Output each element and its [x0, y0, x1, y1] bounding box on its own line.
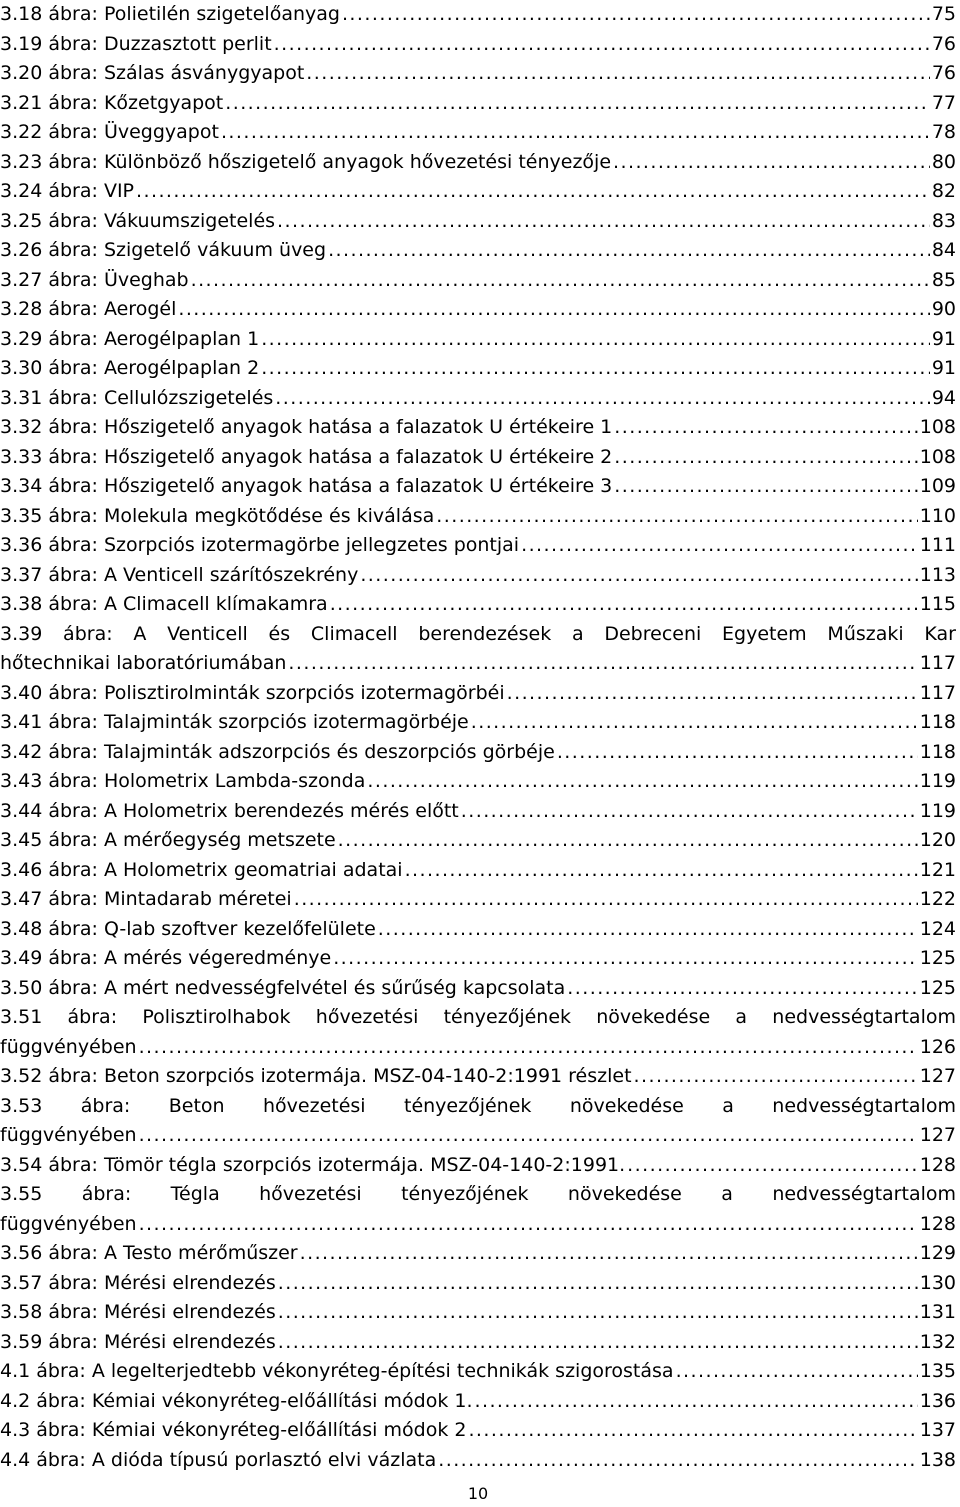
toc-entry-page: 128 — [919, 1153, 956, 1176]
toc-entry[interactable] — [0, 708, 956, 738]
dot-leader — [294, 885, 918, 915]
dot-leader — [360, 561, 917, 591]
toc-entry-page: 117 — [919, 681, 956, 704]
dot-leader — [136, 177, 930, 207]
toc-entry[interactable] — [0, 915, 956, 945]
toc-entry[interactable] — [0, 1328, 956, 1358]
dot-leader — [438, 1446, 918, 1476]
toc-entry-page: 111 — [919, 534, 956, 556]
toc-entry-page: 94 — [931, 386, 956, 409]
toc-entry[interactable] — [0, 1446, 956, 1476]
toc-entry[interactable] — [0, 384, 956, 414]
toc-entry[interactable] — [0, 590, 956, 620]
toc-entry-title: 3.22 ábra: Üveggyapot — [0, 121, 219, 143]
toc-entry[interactable] — [0, 826, 956, 856]
toc-entry-title: 3.23 ábra: Különböző hőszigetelő anyagok hővezetési tényezője — [0, 150, 612, 173]
dot-leader — [627, 1151, 918, 1181]
toc-entry-page: 118 — [919, 740, 956, 763]
toc-entry-title: 3.25 ábra: Vákuumszigetelés — [0, 209, 276, 232]
toc-entry[interactable] — [0, 1387, 956, 1417]
dot-leader — [405, 856, 918, 886]
dot-leader — [468, 1416, 917, 1446]
dot-leader — [475, 1387, 918, 1417]
toc-entry-title: 3.30 ábra: Aerogélpaplan 2 — [0, 357, 260, 379]
dot-leader — [261, 325, 930, 355]
toc-entry-title: 3.33 ábra: Hőszigetelő anyagok hatása a falazatok U értékeire 2 — [0, 445, 613, 468]
toc-entry-title: 3.20 ábra: Szálas ásványgyapot — [0, 62, 305, 84]
dot-leader — [333, 944, 918, 974]
toc-entry-title: 3.36 ábra: Szorpciós izotermagörbe jellegzetes pontjai — [0, 534, 520, 556]
dot-leader — [367, 767, 917, 797]
toc-entry-title: 3.52 ábra: Beton szorpciós izotermája. MSZ-04-140-2:1991 részlet — [0, 1065, 632, 1087]
toc-entry-title: 3.38 ábra: A Climacell klímakamra — [0, 593, 328, 615]
toc-entry[interactable] — [0, 413, 956, 443]
toc-entry-title: függvényében — [0, 1212, 137, 1235]
toc-entry-title: 3.24 ábra: VIP — [0, 180, 135, 202]
toc-entry-title: 3.28 ábra: Aerogél — [0, 298, 177, 320]
toc-entry-title: 3.34 ábra: Hőszigetelő anyagok hatása a falazatok U értékeire 3 — [0, 475, 613, 497]
toc-entry[interactable] — [0, 1210, 956, 1240]
toc-entry-first-line[interactable]: 3.55 ábra: Tégla hővezetési tényezőjének növekedése a nedvességtartalom — [0, 1183, 956, 1205]
toc-entry[interactable] — [0, 30, 956, 60]
toc-entry[interactable] — [0, 295, 956, 325]
toc-entry-title: 3.59 ábra: Mérési elrendezés — [0, 1330, 276, 1353]
toc-entry[interactable] — [0, 1062, 956, 1092]
toc-entry[interactable] — [0, 649, 956, 679]
toc-entry[interactable] — [0, 207, 956, 237]
dot-leader — [378, 915, 918, 945]
dot-leader — [436, 502, 917, 532]
toc-entry-title: 3.41 ábra: Talajminták szorpciós izotermagörbéje — [0, 711, 469, 733]
dot-leader — [178, 295, 929, 325]
dot-leader — [557, 738, 918, 768]
toc-entry-title: 3.47 ábra: Mintadarab méretei — [0, 888, 292, 910]
toc-entry-first-line[interactable]: 3.51 ábra: Polisztirolhabok hővezetési tényezőjének növekedése a nedvességtartalom — [0, 1006, 956, 1028]
dot-leader — [614, 413, 917, 443]
toc-entry-title: 3.46 ábra: A Holometrix geomatriai adatai — [0, 858, 403, 881]
toc-entry-page: 117 — [919, 652, 956, 674]
toc-entry-title: 3.31 ábra: Cellulózszigetelés — [0, 386, 274, 409]
toc-entry-title: 3.49 ábra: A mérés végeredménye — [0, 947, 332, 969]
toc-entry[interactable] — [0, 1239, 956, 1269]
dot-leader — [275, 384, 930, 414]
toc-entry-title: 3.57 ábra: Mérési elrendezés — [0, 1271, 276, 1294]
toc-entry-page: 108 — [919, 445, 956, 468]
toc-entry-title: 3.43 ábra: Holometrix Lambda-szonda — [0, 770, 366, 792]
toc-entry[interactable] — [0, 325, 956, 355]
toc-entry-page: 75 — [931, 3, 956, 25]
dot-leader — [521, 531, 918, 561]
toc-entry-title: 3.44 ábra: A Holometrix berendezés mérés előtt — [0, 799, 459, 822]
toc-entry-page: 119 — [919, 799, 956, 822]
toc-entry-title: 3.35 ábra: Molekula megkötődése és kiválása — [0, 504, 435, 527]
toc-entry-page: 135 — [919, 1360, 956, 1382]
toc-entry-page: 82 — [931, 180, 956, 202]
toc-entry[interactable] — [0, 679, 956, 709]
toc-entry-title: 4.1 ábra: A legelterjedtebb vékonyréteg-építési technikák szigorostása — [0, 1360, 674, 1382]
toc-entry-page: 126 — [919, 1035, 956, 1058]
toc-entry[interactable] — [0, 856, 956, 886]
toc-entry-page: 132 — [919, 1330, 956, 1353]
dot-leader — [139, 1033, 918, 1063]
dot-leader — [139, 1210, 918, 1240]
toc-entry-title: 3.37 ábra: A Venticell szárítószekrény — [0, 563, 359, 586]
toc-entry-title: 3.18 ábra: Polietilén szigetelőanyag — [0, 3, 340, 25]
toc-entry-title: 3.32 ábra: Hőszigetelő anyagok hatása a falazatok U értékeire 1 — [0, 416, 613, 438]
toc-entry-title: 3.26 ábra: Szigetelő vákuum üveg — [0, 239, 327, 261]
dot-leader — [328, 236, 930, 266]
dot-leader — [471, 708, 918, 738]
toc-entry-page: 130 — [919, 1271, 956, 1294]
toc-entry[interactable] — [0, 236, 956, 266]
toc-entry[interactable] — [0, 738, 956, 768]
toc-entry-title: 4.2 ábra: Kémiai vékonyréteg-előállítási módok 1. — [0, 1389, 473, 1412]
toc-entry-page: 127 — [919, 1065, 956, 1087]
toc-entry-page: 90 — [931, 298, 956, 320]
toc-entry-title: 3.40 ábra: Polisztirolminták szorpciós izotermagörbéi — [0, 681, 505, 704]
toc-entry-title: 3.29 ábra: Aerogélpaplan 1 — [0, 327, 260, 350]
toc-entry[interactable] — [0, 531, 956, 561]
toc-entry-first-line[interactable]: 3.53 ábra: Beton hővezetési tényezőjének növekedése a nedvességtartalom — [0, 1094, 956, 1117]
dot-leader — [614, 472, 917, 502]
toc-entry-page: 109 — [919, 475, 956, 497]
toc-entry-page: 124 — [919, 917, 956, 940]
toc-entry-page: 128 — [919, 1212, 956, 1235]
toc-entry[interactable] — [0, 1151, 956, 1181]
toc-entry[interactable] — [0, 177, 956, 207]
toc-entry-title: 3.48 ábra: Q-lab szoftver kezelőfelülete — [0, 917, 376, 940]
dot-leader — [461, 797, 918, 827]
dot-leader — [261, 354, 930, 384]
dot-leader — [277, 207, 930, 237]
toc-entry-title: 3.27 ábra: Üveghab — [0, 268, 189, 291]
dot-leader — [567, 974, 917, 1004]
dot-leader — [225, 89, 930, 119]
toc-entry-page: 125 — [919, 976, 956, 999]
toc-entry[interactable] — [0, 561, 956, 591]
toc-entry-page: 80 — [931, 150, 956, 173]
toc-entry[interactable] — [0, 1269, 956, 1299]
toc-entry-page: 118 — [919, 711, 956, 733]
toc-entry-page: 84 — [931, 239, 956, 261]
page-number: 10 — [467, 1484, 489, 1503]
toc-entry[interactable] — [0, 885, 956, 915]
toc-entry-title: hőtechnikai laboratóriumában — [0, 652, 287, 674]
dot-leader — [221, 118, 930, 148]
dot-leader — [288, 649, 917, 679]
toc-entry[interactable] — [0, 944, 956, 974]
dot-leader — [278, 1269, 918, 1299]
toc-entry-title: 4.4 ábra: A dióda típusú porlasztó elvi vázlata — [0, 1448, 437, 1471]
toc-entry-title: 3.50 ábra: A mért nedvességfelvétel és sűrűség kapcsolata — [0, 976, 566, 999]
toc-entry[interactable] — [0, 59, 956, 89]
dot-leader — [676, 1357, 918, 1387]
toc-entry-page: 125 — [919, 947, 956, 969]
toc-entry-page: 119 — [919, 770, 956, 792]
toc-entry[interactable] — [0, 266, 956, 296]
toc-entry-title: 3.19 ábra: Duzzasztott perlit — [0, 32, 272, 55]
dot-leader — [634, 1062, 918, 1092]
toc-entry-title: függvényében — [0, 1124, 137, 1146]
dot-leader — [300, 1239, 918, 1269]
toc-entry-page: 76 — [931, 32, 956, 55]
toc-entry-title: 3.21 ábra: Kőzetgyapot — [0, 91, 224, 114]
toc-entry-first-line[interactable]: 3.39 ábra: A Venticell és Climacell berendezések a Debreceni Egyetem Műszaki Kar — [0, 622, 956, 645]
toc-entry-page: 137 — [919, 1419, 956, 1441]
toc-entry[interactable] — [0, 472, 956, 502]
toc-entry-page: 85 — [931, 268, 956, 291]
dot-leader — [614, 443, 917, 473]
toc-entry-title: 3.45 ábra: A mérőegység metszete — [0, 829, 336, 851]
toc-entry-page: 113 — [919, 563, 956, 586]
toc-entry[interactable] — [0, 502, 956, 532]
toc-entry[interactable] — [0, 1298, 956, 1328]
toc-entry-page: 122 — [919, 888, 956, 910]
dot-leader — [306, 59, 930, 89]
toc-entry[interactable] — [0, 443, 956, 473]
toc-entry-page: 131 — [919, 1301, 956, 1323]
toc-entry-page: 108 — [919, 416, 956, 438]
toc-entry[interactable] — [0, 148, 956, 178]
toc-entry-title: 4.3 ábra: Kémiai vékonyréteg-előállítási módok 2 — [0, 1419, 467, 1441]
toc-entry[interactable] — [0, 0, 956, 30]
toc-entry-page: 78 — [931, 121, 956, 143]
toc-entry-page: 91 — [931, 357, 956, 379]
toc-entry-title: 3.42 ábra: Talajminták adszorpciós és deszorpciós görbéje — [0, 740, 555, 763]
toc-entry-page: 120 — [919, 829, 956, 851]
toc-entry-title: 3.56 ábra: A Testo mérőműszer — [0, 1242, 298, 1264]
toc-entry-title: függvényében — [0, 1035, 137, 1058]
dot-leader — [613, 148, 930, 178]
toc-entry-page: 110 — [919, 504, 956, 527]
dot-leader — [278, 1328, 918, 1358]
dot-leader — [139, 1121, 918, 1151]
toc-entry[interactable] — [0, 118, 956, 148]
toc-entry-page: 91 — [931, 327, 956, 350]
dot-leader — [191, 266, 930, 296]
toc-entry[interactable] — [0, 1416, 956, 1446]
toc-entry-page: 121 — [919, 858, 956, 881]
toc-entry[interactable] — [0, 354, 956, 384]
toc-entry-title: 3.54 ábra: Tömör tégla szorpciós izotermája. MSZ-04-140-2:1991. — [0, 1153, 626, 1176]
toc-entry-page: 127 — [919, 1124, 956, 1146]
toc-entry-page: 136 — [919, 1389, 956, 1412]
toc-entry[interactable] — [0, 767, 956, 797]
toc-entry-page: 76 — [931, 62, 956, 84]
toc-entry-title: 3.58 ábra: Mérési elrendezés — [0, 1301, 276, 1323]
dot-leader — [342, 0, 930, 30]
toc-entry-page: 115 — [919, 593, 956, 615]
toc-entry[interactable] — [0, 1033, 956, 1063]
toc-entry-page: 129 — [919, 1242, 956, 1264]
dot-leader — [278, 1298, 918, 1328]
dot-leader — [507, 679, 918, 709]
toc-entry[interactable] — [0, 797, 956, 827]
dot-leader — [338, 826, 918, 856]
toc-entry[interactable] — [0, 89, 956, 119]
dot-leader — [330, 590, 918, 620]
toc-entry-page: 138 — [919, 1448, 956, 1471]
toc-entry-page: 77 — [931, 91, 956, 114]
dot-leader — [274, 30, 930, 60]
toc-entry-page: 83 — [931, 209, 956, 232]
toc-entry[interactable] — [0, 1357, 956, 1387]
toc-entry[interactable] — [0, 974, 956, 1004]
toc-entry[interactable] — [0, 1121, 956, 1151]
